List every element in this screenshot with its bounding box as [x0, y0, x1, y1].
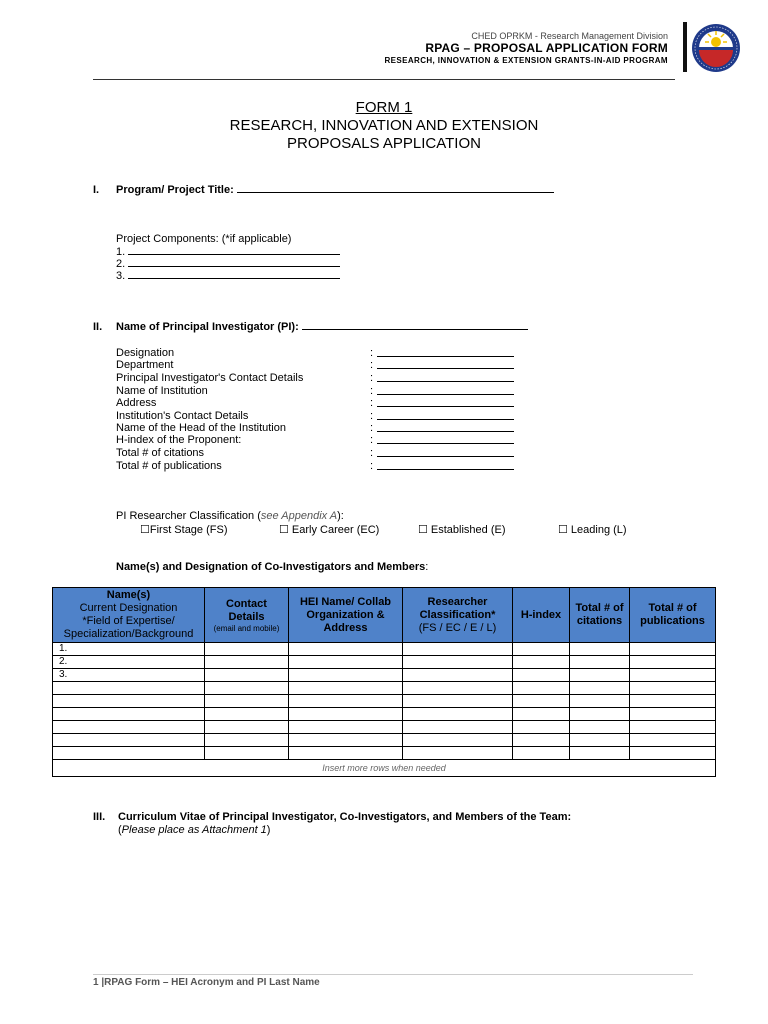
table-row [53, 721, 716, 734]
table-row [53, 747, 716, 760]
table-cell[interactable] [205, 643, 289, 656]
field-head-blank[interactable] [377, 422, 514, 432]
field-institution-blank[interactable] [377, 385, 514, 395]
table-cell[interactable] [53, 695, 205, 708]
table-header-row [53, 588, 716, 643]
table-cell[interactable] [630, 721, 716, 734]
table-cell[interactable] [289, 721, 403, 734]
col-header-hei: HEI Name/ Collab Organization & Address [289, 588, 403, 643]
table-cell[interactable] [630, 695, 716, 708]
col-header-names: Name(s) Current Designation *Field of Expertise/ Specialization/Background [53, 588, 205, 643]
table-cell[interactable] [630, 682, 716, 695]
field-address-label: Address [116, 397, 157, 409]
table-cell[interactable] [513, 682, 570, 695]
table-cell[interactable] [205, 656, 289, 669]
table-cell[interactable] [513, 734, 570, 747]
option-leading[interactable]: ☐ Leading (L) [558, 524, 627, 536]
table-cell[interactable] [403, 643, 513, 656]
table-row [53, 643, 716, 656]
col-header-classification: Researcher Classification* (FS / EC / E / L) [403, 588, 513, 643]
table-row [53, 708, 716, 721]
program-title-label: Program/ Project Title: [116, 184, 234, 196]
header-division: CHED OPRKM - Research Management Division [471, 31, 668, 41]
option-early-career[interactable]: ☐ Early Career (EC) [279, 524, 380, 536]
table-cell[interactable] [513, 695, 570, 708]
field-department-label: Department [116, 359, 174, 371]
table-cell[interactable] [403, 721, 513, 734]
table-cell[interactable] [205, 721, 289, 734]
table-cell[interactable] [630, 656, 716, 669]
table-cell[interactable] [630, 708, 716, 721]
cv-attachment-note: (Please place as Attachment 1) [118, 824, 271, 836]
field-department-blank[interactable] [377, 359, 514, 369]
table-cell[interactable] [570, 747, 630, 760]
field-publications-label: Total # of publications [116, 460, 222, 472]
table-cell[interactable] [53, 721, 205, 734]
table-cell[interactable] [289, 669, 403, 682]
col-header-citations: Total # of citations [570, 588, 630, 643]
table-cell[interactable] [289, 695, 403, 708]
table-cell[interactable] [403, 695, 513, 708]
table-row [53, 682, 716, 695]
table-cell[interactable] [570, 656, 630, 669]
table-cell[interactable] [630, 747, 716, 760]
table-cell[interactable] [513, 643, 570, 656]
table-cell[interactable] [570, 721, 630, 734]
table-cell[interactable] [289, 682, 403, 695]
table-cell[interactable] [570, 669, 630, 682]
table-footer-row [53, 760, 716, 777]
pi-classification-label: PI Researcher Classification (see Appendix A): [116, 510, 344, 522]
table-cell[interactable] [630, 643, 716, 656]
table-cell[interactable] [289, 708, 403, 721]
component-2-blank[interactable] [128, 258, 340, 267]
table-cell[interactable] [570, 695, 630, 708]
option-established[interactable]: ☐ Established (E) [418, 524, 506, 536]
form-title-line-1: RESEARCH, INNOVATION AND EXTENSION [229, 117, 539, 134]
field-institution-contact-blank[interactable] [377, 410, 514, 420]
appendix-reference: see Appendix A [260, 510, 338, 522]
pi-name-blank[interactable] [302, 321, 528, 330]
co-investigators-table [52, 587, 716, 777]
field-pi-contact-blank[interactable] [377, 372, 514, 382]
table-cell[interactable] [403, 747, 513, 760]
table-cell[interactable] [513, 708, 570, 721]
project-component-3: 3. [116, 270, 340, 282]
option-first-stage[interactable]: ☐First Stage (FS) [140, 524, 228, 536]
project-components-label: Project Components: (*if applicable) [116, 233, 292, 245]
col-header-contact: Contact Details (email and mobile) [205, 588, 289, 643]
form-title-line-2: PROPOSALS APPLICATION [287, 135, 481, 152]
co-investigators-heading: Name(s) and Designation of Co-Investigators and Members: [116, 561, 429, 573]
header-program: RESEARCH, INNOVATION & EXTENSION GRANTS-IN-AID PROGRAM [384, 56, 668, 65]
field-head-label: Name of the Head of the Institution [116, 422, 286, 434]
table-cell[interactable] [403, 682, 513, 695]
table-row [53, 656, 716, 669]
table-cell[interactable] [205, 669, 289, 682]
table-cell[interactable] [205, 734, 289, 747]
field-citations-blank[interactable] [377, 447, 514, 457]
table-cell[interactable] [53, 682, 205, 695]
page-footer: 1 |RPAG Form – HEI Acronym and PI Last Name [93, 977, 320, 988]
table-cell[interactable] [53, 734, 205, 747]
table-cell[interactable] [289, 734, 403, 747]
table-cell[interactable]: 3. [53, 669, 205, 682]
field-designation-label: Designation [116, 347, 175, 359]
table-cell[interactable] [289, 747, 403, 760]
table-cell[interactable] [570, 708, 630, 721]
header-rule [93, 79, 675, 80]
section-2-number: II. [93, 321, 103, 333]
table-cell[interactable] [205, 708, 289, 721]
project-component-1: 1. [116, 246, 340, 258]
table-cell[interactable] [205, 747, 289, 760]
table-cell[interactable] [403, 669, 513, 682]
table-cell[interactable] [570, 682, 630, 695]
table-cell[interactable] [403, 656, 513, 669]
table-cell[interactable] [570, 734, 630, 747]
table-cell[interactable] [513, 669, 570, 682]
table-cell[interactable]: 2. [53, 656, 205, 669]
table-row [53, 734, 716, 747]
table-cell[interactable] [403, 708, 513, 721]
table-cell[interactable] [205, 695, 289, 708]
field-institution-contact-label: Institution's Contact Details [116, 410, 249, 422]
table-cell[interactable] [513, 747, 570, 760]
table-cell[interactable] [289, 656, 403, 669]
table-cell[interactable] [403, 734, 513, 747]
table-row [53, 669, 716, 682]
field-citations-label: Total # of citations [116, 447, 205, 459]
header-bar [683, 22, 687, 72]
program-title-blank[interactable] [237, 184, 554, 193]
table-cell[interactable] [205, 682, 289, 695]
table-cell[interactable] [630, 734, 716, 747]
insert-rows-note: Insert more rows when needed [53, 760, 716, 777]
col-header-publications: Total # of publications [630, 588, 716, 643]
field-publications-blank[interactable] [377, 460, 514, 470]
table-cell[interactable] [630, 669, 716, 682]
table-row [53, 695, 716, 708]
table-cell[interactable] [513, 721, 570, 734]
field-institution-label: Name of Institution [116, 385, 208, 397]
table-cell[interactable] [53, 708, 205, 721]
pi-name-label: Name of Principal Investigator (PI): [116, 321, 299, 333]
component-1-blank[interactable] [128, 246, 340, 255]
field-pi-contact-label: Principal Investigator's Contact Details [116, 372, 304, 384]
table-cell[interactable] [570, 643, 630, 656]
table-cell[interactable] [289, 643, 403, 656]
field-hindex-blank[interactable] [377, 434, 514, 444]
section-1-number: I. [93, 184, 100, 196]
section-3-label: Curriculum Vitae of Principal Investigator, Co-Investigators, and Members of the Team: [118, 811, 572, 823]
project-component-2: 2. [116, 258, 340, 270]
header-form-title: RPAG – PROPOSAL APPLICATION FORM [425, 41, 668, 55]
table-cell[interactable] [513, 656, 570, 669]
footer-rule [93, 974, 693, 975]
field-address-blank[interactable] [377, 397, 514, 407]
section-1-label [116, 184, 554, 196]
ched-seal-icon [691, 23, 741, 73]
form-number: FORM 1 [355, 99, 413, 116]
section-2-label [116, 321, 528, 333]
field-hindex-label: H-index of the Proponent: [116, 434, 242, 446]
table-cell[interactable] [53, 747, 205, 760]
section-3-number: III. [93, 811, 106, 823]
component-3-blank[interactable] [128, 270, 340, 279]
table-cell[interactable]: 1. [53, 643, 205, 656]
field-designation-blank[interactable] [377, 347, 514, 357]
col-header-hindex: H-index [513, 588, 570, 643]
